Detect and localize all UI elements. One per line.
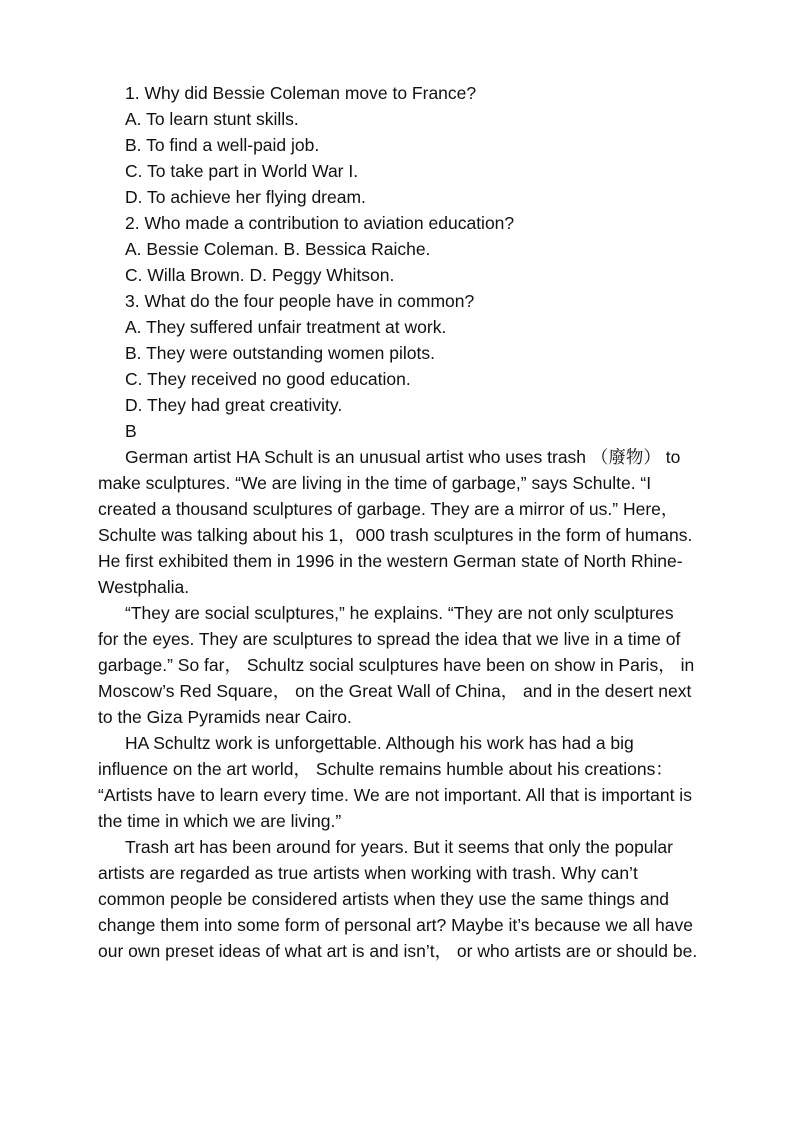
question-3 bbox=[98, 288, 698, 418]
question-2-stem: 2. Who made a contribution to aviation education? bbox=[125, 213, 515, 233]
reading-passage bbox=[98, 444, 698, 964]
question-2-options-cd: C. Willa Brown. D. Peggy Whitson. bbox=[125, 265, 395, 285]
question-3-option-c: C. They received no good education. bbox=[125, 369, 411, 389]
question-1 bbox=[98, 80, 698, 210]
passage-paragraph: Trash art has been around for years. But it seems that only the popular artists are regarded as true artists when working with trash. Why can’t common people be considered artists when they use the same things and change them into some form of personal art? Maybe it’s because we all have our own preset ideas of what art is and isn’t， or who artists are or should be. bbox=[98, 837, 698, 961]
question-1-option-d: D. To achieve her flying dream. bbox=[125, 187, 366, 207]
passage-paragraph: “They are social sculptures,” he explains. “They are not only sculptures for the eyes. They are sculptures to spread the idea that we live in a time of garbage.” So far， Schultz social sculptures have been on show in Paris， in Moscow’s Red Square， on the Great Wall of China， and in the desert next to the Giza Pyramids near Cairo. bbox=[98, 603, 695, 727]
question-1-option-c: C. To take part in World War I. bbox=[125, 161, 359, 181]
question-3-option-b: B. They were outstanding women pilots. bbox=[125, 343, 435, 363]
question-2-options-ab: A. Bessie Coleman. B. Bessica Raiche. bbox=[125, 239, 431, 259]
question-1-option-a: A. To learn stunt skills. bbox=[125, 109, 299, 129]
question-3-option-d: D. They had great creativity. bbox=[125, 395, 343, 415]
question-2 bbox=[98, 210, 698, 288]
passage-paragraph: HA Schultz work is unforgettable. Although his work has had a big influence on the art world， Schulte remains humble about his creations： “Artists have to learn every time. We are not important. All that is important is the time in which we are living.” bbox=[98, 733, 692, 831]
question-1-stem: 1. Why did Bessie Coleman move to France? bbox=[125, 83, 477, 103]
section-label: B bbox=[125, 421, 137, 441]
question-1-option-b: B. To find a well-paid job. bbox=[125, 135, 320, 155]
question-3-option-a: A. They suffered unfair treatment at work. bbox=[125, 317, 447, 337]
passage-paragraph: German artist HA Schult is an unusual artist who uses trash （廢物） to make sculptures. “We are living in the time of garbage,” says Schulte. “I created a thousand sculptures of garbage. They are a mirror of us.” Here， Schulte was talking about his 1，000 trash sculptures in the form of humans. He first exhibited them in 1996 in the western German state of North Rhine-Westphalia. bbox=[98, 447, 693, 597]
question-3-stem: 3. What do the four people have in common? bbox=[125, 291, 475, 311]
document-page bbox=[98, 80, 698, 964]
